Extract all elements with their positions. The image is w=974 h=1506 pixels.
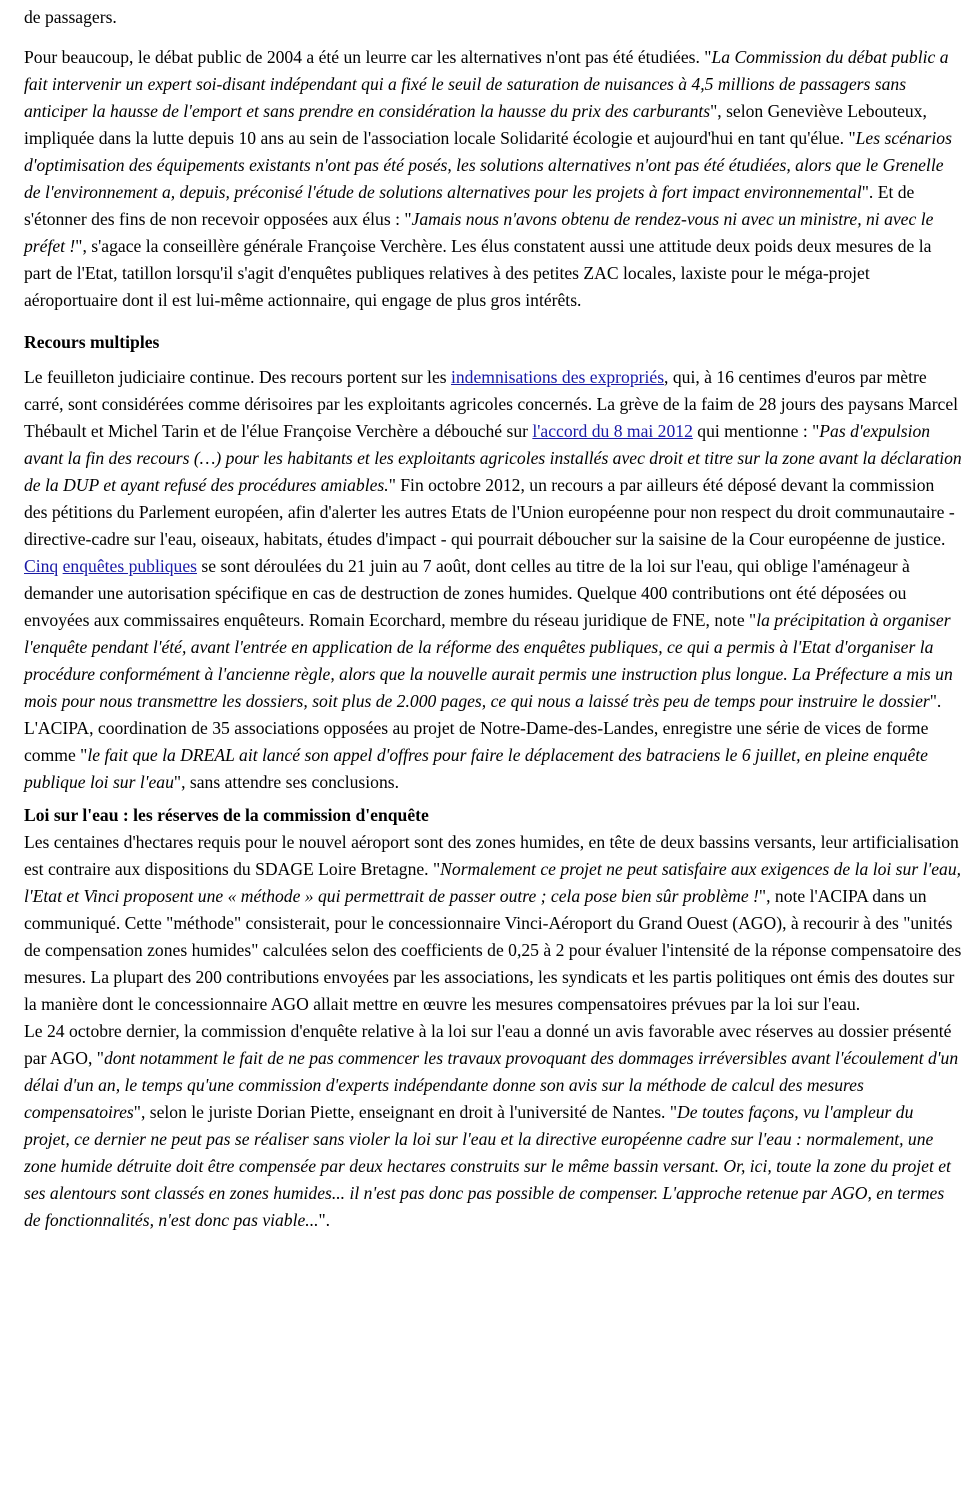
text: " Fin octobre 2012, un recours a par ailleurs été déposé devant la commission des pétitions du Parlement européen, afin d'alerter les autres Etats de l'Union européenne pour non respect du droit communautaire - directive-cadre sur l'eau, oiseaux, habitats, études d'impact - qui pourrait déboucher sur la saisine de la Cour européenne de justice.: [24, 475, 955, 549]
quote: Pas d'expulsion avant la fin des recours (…) pour les habitants et les exploitants agricoles installés avec droit et titre sur la zone avant la déclaration de la DUP et ayant refusé des procédures amiables.: [24, 421, 962, 495]
text: , qui, à 16 centimes d'euros par mètre carré, sont considérées comme dérisoires par les exploitants agricoles concernés. La grève de la faim de 28 jours des paysans Marcel Thébault et Michel Tarin et de l'élue Françoise Verchère a débouché sur: [24, 367, 959, 441]
link-cinq[interactable]: Cinq: [24, 556, 59, 576]
text: ", note l'ACIPA dans un communiqué. Cette "méthode" consisterait, pour le concessionnaire Vinci-Aéroport du Grand Ouest (AGO), à recourir à des "unités de compensation zones humides" calculées selon des coefficients de 0,25 à 2 pour évaluer l'intensité de la réponse compensatoire des mesures. La plupart des 200 contributions envoyées par les associations, les syndicats et les partis politiques ont émis des doutes sur la manière dont le concessionnaire AGO allait mettre en œuvre les mesures compensatoires prévues par la loi sur l'eau.: [24, 886, 962, 1014]
text: ". L'ACIPA, coordination de 35 associations opposées au projet de Notre-Dame-des-Landes, enregistre une série de vices de forme comme ": [24, 691, 942, 765]
text: ". Et de s'étonner des fins de non recevoir opposées aux élus : ": [24, 182, 915, 229]
link-enquetes-publiques[interactable]: enquêtes publiques: [62, 556, 197, 576]
text: Les centaines d'hectares requis pour le nouvel aéroport sont des zones humides, en tête de deux bassins versants, leur artificialisation est contraire aux dispositions du SDAGE Loire Bretagne. ": [24, 832, 959, 879]
quote: La Commission du débat public a fait intervenir un expert soi-disant indépendant qui a fixé le seuil de saturation de nuisances à 4,5 millions de passagers sans anticiper la hausse de l'emport et sans prendre en considération la hausse du prix des carburants: [24, 47, 949, 121]
quote: dont notamment le fait de ne pas commencer les travaux provoquant des dommages irréversibles avant l'écoulement d'un délai d'un an, le temps qu'une commission d'experts indépendante donne son avis sur la méthode de calcul des mesures compensatoires: [24, 1048, 959, 1122]
text: Le 24 octobre dernier, la commission d'enquête relative à la loi sur l'eau a donné un avis favorable avec réserves au dossier présenté par AGO, ": [24, 1021, 952, 1068]
text: ", selon le juriste Dorian Piette, enseignant en droit à l'université de Nantes. ": [133, 1102, 678, 1122]
text: ".: [318, 1210, 331, 1230]
paragraph-feuilleton-judiciaire: [24, 364, 962, 553]
quote: Normalement ce projet ne peut satisfaire aux exigences de la loi sur l'eau, l'Etat et Vinci proposent une « méthode » qui permettrait de passer outre ; cela pose bien sûr problème !: [24, 859, 962, 906]
quote: Jamais nous n'avons obtenu de rendez-vous ni avec un ministre, ni avec le préfet !: [24, 209, 934, 256]
heading-loi-sur-leau: Loi sur l'eau : les réserves de la commission d'enquête: [24, 805, 429, 825]
paragraph-zones-humides: [24, 829, 962, 1018]
paragraph-commission-enquete: [24, 1018, 962, 1234]
paragraph-enquetes-publiques: [24, 553, 962, 796]
text: Le feuilleton judiciaire continue. Des recours portent sur les: [24, 367, 451, 387]
quote: Les scénarios d'optimisation des équipements existants n'ont pas été posés, les solutions alternatives n'ont pas été étudiées, alors que le Grenelle de l'environnement a, depuis, préconisé l'étude de solutions alternatives pour les projets à fort impact environnemental: [24, 128, 952, 202]
text: qui mentionne : ": [692, 421, 820, 441]
text: ", selon Geneviève Lebouteux, impliquée dans la lutte depuis 10 ans au sein de l'association locale Solidarité écologie et aujourd'hui en tant qu'élue. ": [24, 101, 927, 148]
text: ", s'agace la conseillère générale Françoise Verchère. Les élus constatent aussi une attitude deux poids deux mesures de la part de l'Etat, tatillon lorsqu'il s'agit d'enquêtes publiques relatives à des petites ZAC locales, laxiste pour le méga-projet aéroportuaire dont il est lui-même actionnaire, qui engage de plus gros intérêts.: [24, 236, 932, 310]
quote: la précipitation à organiser l'enquête pendant l'été, avant l'entrée en application de la réforme des enquêtes publiques, ce qui a permis à l'Etat d'organiser la procédure conformément à l'ancienne règle, alors que la nouvelle aurait permis une instruction plus longue. La Préfecture a mis un mois pour nous transmettre les dossiers, soit plus de 2.000 pages, ce qui nous a laissé très peu de temps pour instruire le dossier: [24, 610, 953, 711]
text: ", sans attendre ses conclusions.: [173, 772, 399, 792]
quote: le fait que la DREAL ait lancé son appel d'offres pour faire le déplacement des batraciens le 6 juillet, en pleine enquête publique loi sur l'eau: [24, 745, 928, 792]
link-indemnisations-expropries[interactable]: indemnisations des expropriés: [451, 367, 665, 387]
heading-recours-multiples: Recours multiples: [24, 332, 160, 352]
text: se sont déroulées du 21 juin au 7 août, dont celles au titre de la loi sur l'eau, qui oblige l'aménageur à demander une autorisation spécifique en cas de destruction de zones humides. Quelque 400 contributions ont été déposées ou envoyées aux commissaires enquêteurs. Romain Ecorchard, membre du réseau juridique de FNE, note ": [24, 556, 910, 630]
paragraph-debat-public: [24, 44, 962, 314]
quote: De toutes façons, vu l'ampleur du projet, ce dernier ne peut pas se réaliser sans violer la loi sur l'eau et la directive européenne cadre sur l'eau : normalement, une zone humide détruite doit être compensée par deux hectares construits sur le même bassin versant. Or, ici, toute la zone du projet et ses alentours sont classés en zones humides... il n'est pas donc pas possible de compenser. L'approche retenue par AGO, en termes de fonctionnalités, n'est donc pas viable...: [24, 1102, 951, 1230]
link-accord-8-mai-2012[interactable]: l'accord du 8 mai 2012: [532, 421, 693, 441]
intro-tail-paragraph: [24, 4, 962, 31]
intro-tail-text: de passagers.: [24, 7, 117, 27]
text: Pour beaucoup, le débat public de 2004 a été un leurre car les alternatives n'ont pas été étudiées. ": [24, 47, 712, 67]
